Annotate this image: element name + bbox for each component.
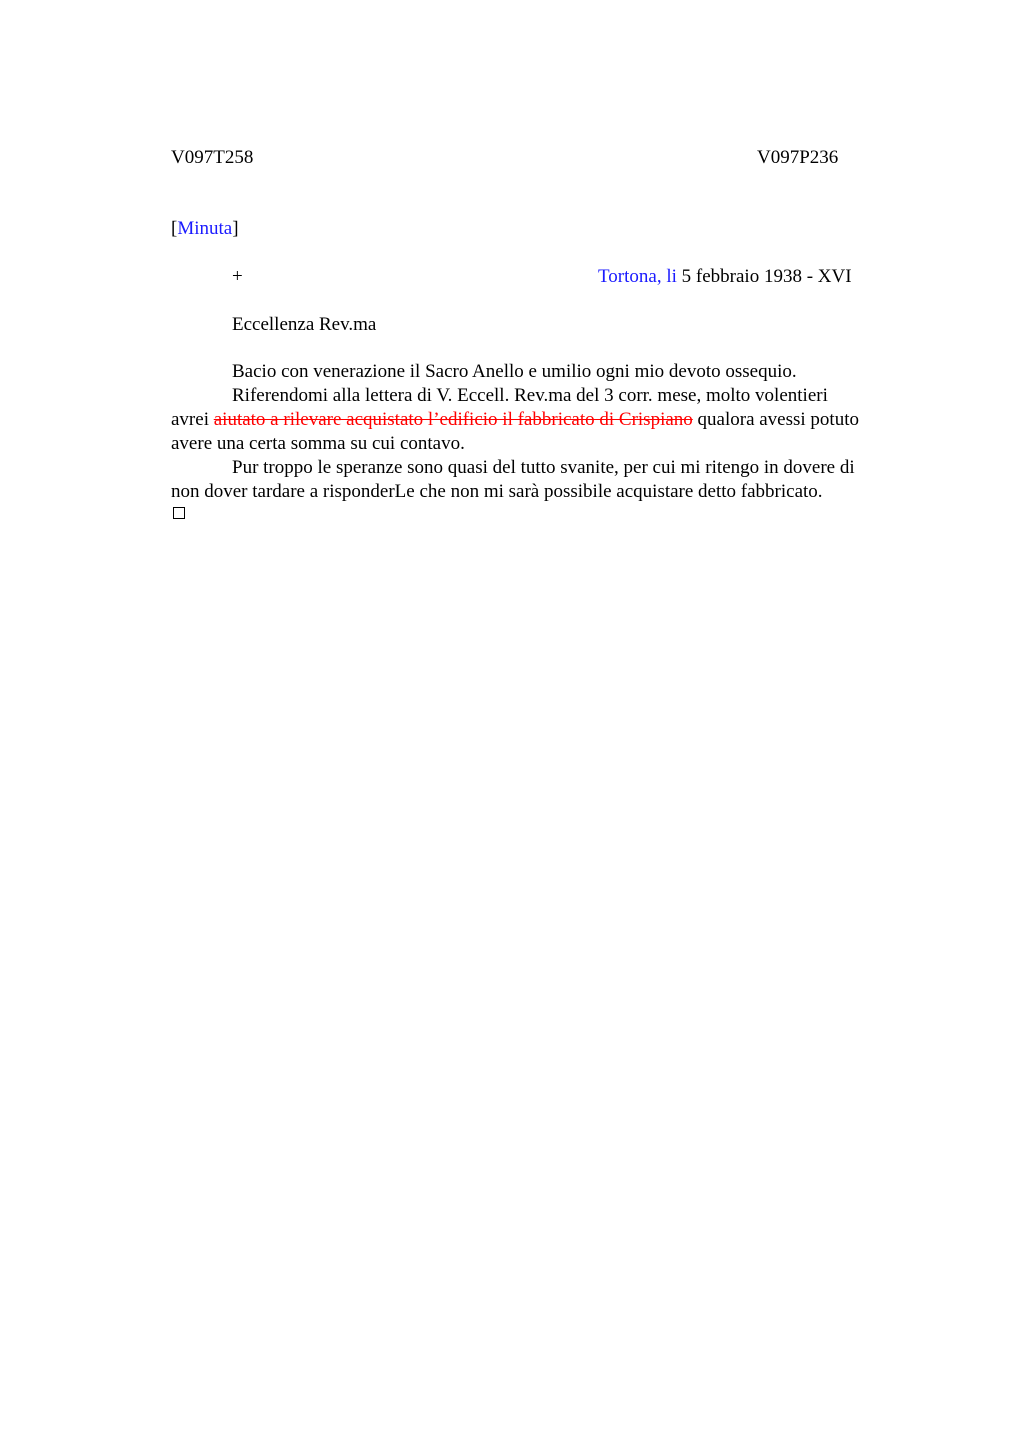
open-bracket: [ <box>171 218 178 239</box>
header-right-code: V097P236 <box>757 147 839 168</box>
dateline-date: 5 febbraio 1938 - XVI <box>681 266 852 287</box>
deleted-text: aiutato a rilevare acquistato l’edificio il fabbricato di Crispiano <box>213 409 693 430</box>
document-type-label: Minuta <box>177 218 233 239</box>
dateline-place: Tortona, li <box>598 266 677 287</box>
close-bracket: ] <box>232 218 239 239</box>
paragraph-2-line-2 <box>171 408 859 432</box>
end-marker-box <box>173 507 185 519</box>
paragraph-3-line-2: non dover tardare a risponderLe che non mi sarà possibile acquistare detto fabbricato. <box>171 481 823 502</box>
p2-line2-start: avrei <box>171 409 209 430</box>
dateline <box>598 265 852 289</box>
document-type <box>171 217 239 241</box>
paragraph-3-line-1: Pur troppo le speranze sono quasi del tutto svanite, per cui mi ritengo in dovere di <box>232 457 855 478</box>
paragraph-2-line-1: Riferendomi alla lettera di V. Eccell. Rev.ma del 3 corr. mese, molto volentieri <box>232 385 828 406</box>
cross-mark: + <box>232 266 243 287</box>
salutation: Eccellenza Rev.ma <box>232 314 377 335</box>
paragraph-2-line-3: avere una certa somma su cui contavo. <box>171 433 465 454</box>
paragraph-1: Bacio con venerazione il Sacro Anello e umilio ogni mio devoto ossequio. <box>232 361 797 382</box>
header-left-code: V097T258 <box>171 147 254 168</box>
p2-line2-end: qualora avessi potuto <box>697 409 859 430</box>
